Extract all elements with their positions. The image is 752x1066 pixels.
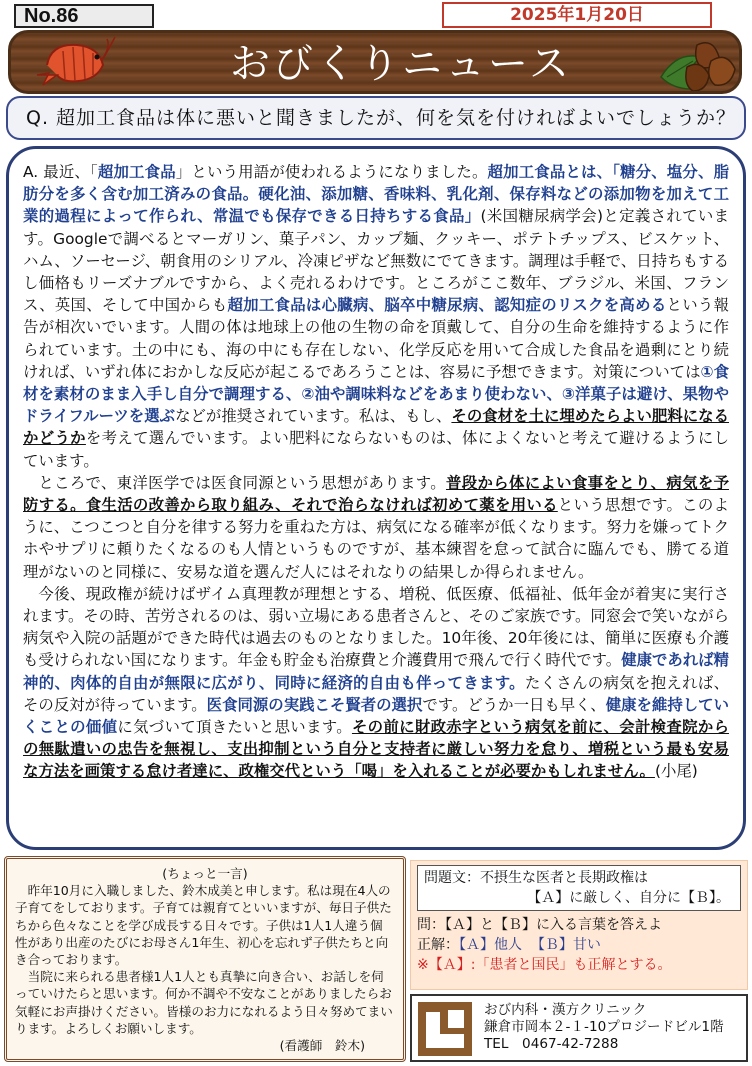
quiz-answer-a: 【Ａ】他人 [459, 937, 522, 953]
issue-date: 2025年1月20日 [442, 2, 712, 28]
issue-number: No.86 [14, 4, 154, 28]
staff-note-signature: (看護師 鈴木) [279, 1038, 365, 1054]
clinic-text [484, 1002, 724, 1053]
answer-text: 今後、現政権が続けばザイム真理教が理想とする、増税、低医療、低福祉、低年金が着実に実行されます。その時、苦労されるのは、弱い立場にある患者さんと、そのご家族です。同窓会で笑いながら病気や入院の話題ができた時代は過去のものとなりました。10年後、20年後には、簡単に医療も介護も受けられない国になります。年金も貯金も治療費と介護費用で飛んで行く時代です。 [23, 584, 729, 670]
staff-note-body-2: 当院に来られる患者様1人1人とも真摯に向き合い、お話しを伺っていけたらと思います。何か不調や不安なことがありましたらお気軽にお声掛けください。皆様のお力になれるよう日々努めてまいります。よろしくお願いします。 [15, 969, 393, 1036]
answer-text: たくさんの病気を抱えれば、その反対が待っています。 [23, 673, 729, 714]
clinic-tel: TEL 0467-42-7288 [484, 1036, 619, 1052]
answer-text: を考えて選んでいます。よい肥料にならないものは、体によくないと考えて避けるようにしています。 [23, 429, 729, 470]
chestnut-icon [657, 37, 737, 93]
answer-text: という報告が相次いでいます。人間の体は地球上の他の生物の命を頂戴して、自分の生命を維持するように作られています。土の中にも、海の中にも存在しない、化学反応を用いて合成した食品を過剰にとり続ければ、いずれ体におかしな反応が起こるであろうことは、容易に予想できます。対策については [23, 296, 729, 381]
answer-text: です。どうか一日も早く、 [422, 695, 606, 714]
answer-highlight: 医食同源の実践こそ賢者の選択 [206, 695, 423, 714]
newsletter-title: おびくりニュース [230, 41, 572, 87]
question-heading: Q. 超加工食品は体に悪いと聞きましたが、何を気を付ければよいでしょうか？ [6, 96, 746, 140]
answer-underline: その食材を土に埋めたらよい肥料になるかどうか [23, 407, 729, 448]
quiz-answer-label: 正解： [417, 937, 459, 953]
answer-highlight: 健康であれば精神的、肉体的自由が無限に広がり、同時に経済的自由も伴ってきます。 [23, 651, 729, 692]
staff-note-title: (ちょっと一言) [162, 866, 248, 881]
answer-paragraph-2 [23, 472, 729, 583]
staff-note-body: 昨年10月に入職しました、鈴木成美と申します。私は現在4人の子育てをしております。子育ては親育てといいますが、毎日子供たちから色々なことを学び成長する日々です。子供は1人1人違う個性があり出産のたびにお母さん1年生、初心を忘れず子供たちと向き合っております。 [15, 883, 392, 968]
answer-text: に気づいて頂きたいと思います。 [117, 718, 352, 737]
answer-highlight: 超加工食品とは、「糖分、塩分、脂肪分を多く含む加工済みの食品。硬化油、添加糖、香味料、乳化剤、保存料などの添加物を加えて工業的過程によって作られ、常温でも保存できる日持ちする食品」 [23, 163, 729, 226]
answer-text: (米国糖尿病学会)と定義されています。Googleで調べるとマーガリン、菓子パン、カップ麺、クッキー、ポテトチップス、ビスケット、ハム、ソーセージ、朝食用のシリアル、冷凍ピザなど無数にでてきます。調理は手軽で、日持ちもするし価格もリーズナブルですから、よく売れるわけです。ところがここ数年、ブラジル、米国、フランス、英国、そして中国からも [23, 207, 729, 315]
clinic-info [410, 994, 748, 1062]
quiz-question [417, 865, 741, 911]
answer-text: という思想です。このように、こつこつと自分を律する努力を重ねた方は、病気になる確率が低くなります。努力を嫌ってトクホやサプリに頼りたくなるのも人情というものですが、基本練習を怠って試合に臨んでも、勝てる道理がないのと同様に、安易な道を選んだ人にはそれなりの結果しか得られません。 [23, 496, 729, 581]
answer-body [6, 146, 746, 850]
answer-highlight: 超加工食品は心臓病、脳卒中糖尿病、認知症のリスクを高める [227, 296, 667, 315]
answer-text: ところで、東洋医学では医食同源という思想があります。 [38, 473, 446, 492]
clinic-logo-icon [418, 1002, 472, 1056]
answer-text: などが推奨されています。私は、もし、 [175, 407, 452, 426]
title-banner [8, 30, 742, 94]
answer-underline: 普段から体によい食事をとり、病気を予防する。食生活の改善から取り組み、それで治らなければ初めて薬を用いる [23, 473, 729, 515]
quiz-question-line-2: 【Ａ】に厳しく、自分に【Ｂ】。 [527, 890, 730, 906]
answer-underline: その前に財政赤字という病気を前に、会計検査院からの無駄遣いの忠告を無視し、支出抑制という自分と支持者に厳しい努力を怠り、増税という最も安易な方法を画策する怠け者達に、政権交代という「喝」を入れることが必要かもしれません。 [23, 718, 729, 781]
answer-text: A. 最近、「 [23, 163, 98, 181]
quiz-instruction: 問：【Ａ】と【Ｂ】に入る言葉を答えよ [417, 917, 662, 933]
quiz-question-line-1: 問題文：不摂生な医者と長期政権は [424, 870, 648, 886]
quiz-box [410, 860, 748, 990]
answer-highlight: 健康を維持していくことの価値 [23, 695, 729, 737]
answer-highlight: ①食材を素材のまま入手し自分で調理する、②油や調味料などをあまり使わない、③洋菓子は避け、果物やドライフルーツを選ぶ [23, 362, 729, 426]
answer-paragraph-1 [23, 161, 729, 472]
quiz-note: ※【Ａ】:「患者と国民」も正解とする。 [417, 957, 672, 973]
answer-signature: (小尾) [654, 762, 698, 781]
shrimp-icon [33, 35, 117, 94]
clinic-address: 鎌倉市岡本２-１-10プロジードビル1階 [484, 1019, 724, 1035]
staff-note [4, 856, 406, 1062]
clinic-name: おび内科・漢方クリニック [484, 1002, 647, 1018]
quiz-answer [417, 935, 741, 955]
answer-text: 」という用語が使われるようになりました。 [175, 163, 488, 181]
quiz-answer-b: 【Ｂ】甘い [530, 937, 601, 953]
answer-highlight: 超加工食品 [97, 163, 176, 181]
answer-paragraph-3 [23, 583, 729, 783]
